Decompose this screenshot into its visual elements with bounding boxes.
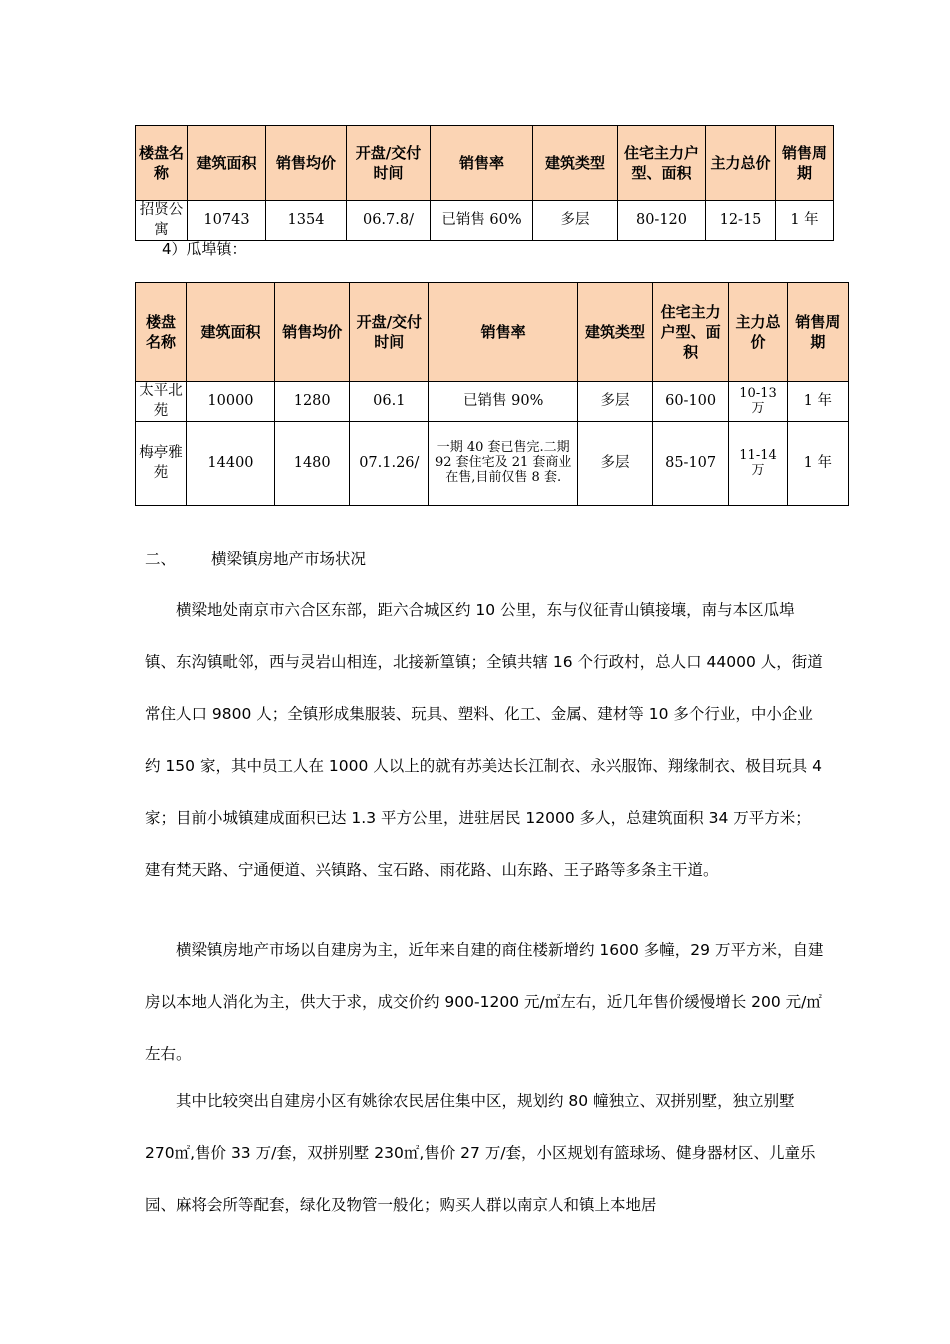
table-cell: 06.7.8/	[347, 201, 431, 241]
table-cell: 1 年	[787, 382, 848, 422]
table-header-row	[136, 126, 834, 201]
table-cell: 06.1	[350, 382, 429, 422]
subsection-title: 4）瓜埠镇：	[162, 240, 247, 258]
table-cell: 10-13 万	[729, 382, 787, 422]
table-row	[136, 201, 834, 241]
header-cell: 楼盘名称	[136, 126, 188, 201]
table-cell: 1480	[274, 422, 350, 506]
table-cell: 1 年	[776, 201, 834, 241]
table-cell: 12-15	[706, 201, 776, 241]
header-cell: 住宅主力户型、面积	[652, 283, 729, 382]
header-cell: 开盘/交付时间	[347, 126, 431, 201]
body-paragraph: 横梁镇房地产市场以自建房为主，近年来自建的商住楼新增约 1600 多幢，29 万平方米，自建房以本地人消化为主，供大于求，成交价约 900-1200 元/㎡左右，近几年售价缓慢增长 200 元/㎡左右。	[145, 941, 824, 1063]
header-cell: 主力总价	[729, 283, 787, 382]
table-row	[136, 422, 849, 506]
header-cell: 建筑类型	[533, 126, 618, 201]
section-heading	[145, 547, 366, 569]
table-header-row	[136, 283, 849, 382]
table-cell: 1 年	[787, 422, 848, 506]
table-cell: 多层	[578, 422, 653, 506]
header-cell: 销售周期	[776, 126, 834, 201]
table-cell: 80-120	[618, 201, 706, 241]
table-cell: 85-107	[652, 422, 729, 506]
body-paragraph: 其中比较突出自建房小区有姚徐农民居住集中区，规划约 80 幢独立、双拼别墅，独立别墅 270㎡,售价 33 万/套，双拼别墅 230㎡,售价 27 万/套，小区规划有篮球场、健身器材区、儿童乐园、麻将会所等配套，绿化及物管一般化；购买人群以南京人和镇上本地居	[145, 1092, 816, 1214]
header-cell: 销售周期	[787, 283, 848, 382]
header-cell: 住宅主力户型、面积	[618, 126, 706, 201]
header-cell: 销售率	[431, 126, 533, 201]
table-guabu	[135, 282, 849, 506]
table-cell: 已销售 60%	[431, 201, 533, 241]
header-cell: 销售均价	[274, 283, 350, 382]
table-cell: 已销售 90%	[429, 382, 578, 422]
table-cell: 梅亭雅苑	[136, 422, 187, 506]
header-cell: 主力总价	[706, 126, 776, 201]
table-row	[136, 382, 849, 422]
table-cell: 多层	[578, 382, 653, 422]
table-cell: 07.1.26/	[350, 422, 429, 506]
table-cell: 1354	[266, 201, 347, 241]
header-cell: 建筑面积	[187, 283, 275, 382]
header-cell: 建筑面积	[188, 126, 266, 201]
table-zhaoxian	[135, 125, 834, 241]
table-cell: 10000	[187, 382, 275, 422]
header-cell: 销售率	[429, 283, 578, 382]
table-cell: 60-100	[652, 382, 729, 422]
body-paragraph: 横梁地处南京市六合区东部，距六合城区约 10 公里，东与仪征青山镇接壤，南与本区瓜埠镇、东沟镇毗邻，西与灵岩山相连，北接新篁镇；全镇共辖 16 个行政村，总人口 44000 人，街道常住人口 9800 人；全镇形成集服装、玩具、塑料、化工、金属、建材等 10 多个行业，中小企业约 150 家，其中员工人在 1000 人以上的就有苏美达长江制衣、永兴服饰、翔缘制衣、极目玩具 4 家；目前小城镇建成面积已达 1.3 平方公里，进驻居民 12000 多人，总建筑面积 34 万平方米；建有梵天路、宁通便道、兴镇路、宝石路、雨花路、山东路、王子路等多条主干道。	[145, 601, 823, 879]
section-number: 二、	[145, 550, 177, 568]
table-cell: 一期 40 套已售完.二期 92 套住宅及 21 套商业在售,目前仅售 8 套.	[429, 422, 578, 506]
table-cell: 招贤公寓	[136, 201, 188, 241]
table-cell: 1280	[274, 382, 350, 422]
table-cell: 多层	[533, 201, 618, 241]
table-cell: 太平北苑	[136, 382, 187, 422]
header-cell: 销售均价	[266, 126, 347, 201]
table-cell: 10743	[188, 201, 266, 241]
section-title: 横梁镇房地产市场状况	[211, 550, 367, 568]
table-cell: 14400	[187, 422, 275, 506]
header-cell: 开盘/交付时间	[350, 283, 429, 382]
table-cell: 11-14 万	[729, 422, 787, 506]
header-cell: 楼盘名称	[136, 283, 187, 382]
header-cell: 建筑类型	[578, 283, 653, 382]
